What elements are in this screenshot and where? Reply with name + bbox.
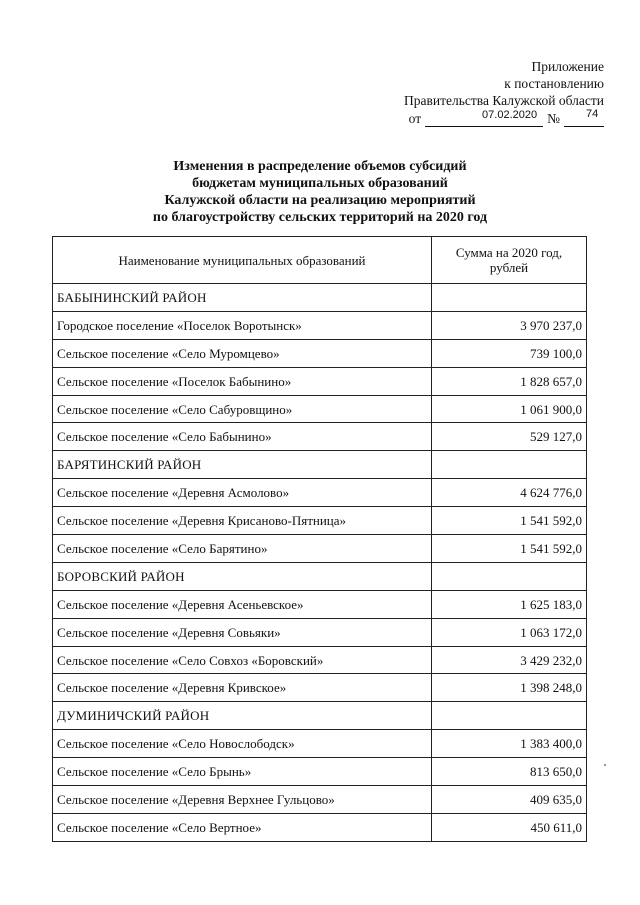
settlement-name: Сельское поселение «Село Совхоз «Боровский» <box>53 646 432 674</box>
column-header-sum-line2: рублей <box>489 260 529 275</box>
header-resolution: к постановлению <box>504 76 604 91</box>
subsidy-amount: 409 635,0 <box>432 786 587 814</box>
subsidy-amount: 1 541 592,0 <box>432 507 587 535</box>
settlement-name: Сельское поселение «Деревня Асеньевское» <box>53 590 432 618</box>
table-row <box>53 590 587 618</box>
table-row <box>53 535 587 563</box>
district-name: ДУМИНИЧСКИЙ РАЙОН <box>53 702 432 730</box>
settlement-name: Сельское поселение «Село Бабынино» <box>53 423 432 451</box>
subsidy-amount: 4 624 776,0 <box>432 479 587 507</box>
table-row <box>53 730 587 758</box>
settlement-name: Сельское поселение «Село Барятино» <box>53 535 432 563</box>
number-value: 74 <box>586 108 599 120</box>
table-row <box>53 618 587 646</box>
subsidy-amount: 3 970 237,0 <box>432 311 587 339</box>
table-row <box>53 395 587 423</box>
header-appendix: Приложение <box>531 59 604 74</box>
table-row <box>53 562 587 590</box>
table-row <box>53 367 587 395</box>
table-row <box>53 507 587 535</box>
subsidy-amount: 1 398 248,0 <box>432 674 587 702</box>
table-row <box>53 758 587 786</box>
date-field <box>425 111 543 127</box>
header-government: Правительства Калужской области <box>403 93 604 108</box>
settlement-name: Сельское поселение «Деревня Совьяки» <box>53 618 432 646</box>
subsidy-amount: 1 625 183,0 <box>432 590 587 618</box>
subsidy-amount: 1 063 172,0 <box>432 618 587 646</box>
column-header-sum <box>432 237 587 284</box>
district-name: БАРЯТИНСКИЙ РАЙОН <box>53 451 432 479</box>
column-header-sum-line1: Сумма на 2020 год, <box>455 245 563 260</box>
settlement-name: Сельское поселение «Село Новослободск» <box>53 730 432 758</box>
settlement-name: Сельское поселение «Село Брынь» <box>53 758 432 786</box>
document-header <box>404 58 604 127</box>
number-label: № <box>547 111 560 126</box>
settlement-name: Сельское поселение «Деревня Кривское» <box>53 674 432 702</box>
settlement-name: Сельское поселение «Деревня Верхнее Гульцово» <box>53 786 432 814</box>
number-field <box>564 108 604 127</box>
subsidy-amount <box>432 562 587 590</box>
date-value: 07.02.2020 <box>482 109 538 121</box>
subsidy-amount <box>432 284 587 312</box>
table-row <box>53 786 587 814</box>
table-row <box>53 451 587 479</box>
subsidy-table <box>52 236 587 842</box>
subsidy-amount: 739 100,0 <box>432 339 587 367</box>
table-row <box>53 479 587 507</box>
table-row <box>53 311 587 339</box>
table-row <box>53 813 587 841</box>
scan-speck <box>604 764 606 766</box>
subsidy-amount: 1 828 657,0 <box>432 367 587 395</box>
from-label: от <box>408 111 422 126</box>
settlement-name: Сельское поселение «Деревня Асмолово» <box>53 479 432 507</box>
table-row <box>53 284 587 312</box>
settlement-name: Сельское поселение «Село Сабуровщино» <box>53 395 432 423</box>
subsidy-amount: 1 541 592,0 <box>432 535 587 563</box>
subsidy-amount <box>432 451 587 479</box>
table-header-row <box>53 237 587 284</box>
table-row <box>53 702 587 730</box>
district-name: БОРОВСКИЙ РАЙОН <box>53 562 432 590</box>
subsidy-amount <box>432 702 587 730</box>
title-line-3: Калужской области на реализацию мероприятий <box>164 193 476 208</box>
subsidy-amount: 1 061 900,0 <box>432 395 587 423</box>
subsidy-amount: 813 650,0 <box>432 758 587 786</box>
header-date-line <box>404 110 604 127</box>
district-name: БАБЫНИНСКИЙ РАЙОН <box>53 284 432 312</box>
table-row <box>53 674 587 702</box>
settlement-name: Сельское поселение «Село Вертное» <box>53 813 432 841</box>
subsidy-amount: 1 383 400,0 <box>432 730 587 758</box>
table-row <box>53 339 587 367</box>
title-line-1: Изменения в распределение объемов субсидий <box>173 159 467 174</box>
table-row <box>53 646 587 674</box>
settlement-name: Городское поселение «Поселок Воротынск» <box>53 311 432 339</box>
table-body <box>53 284 587 842</box>
settlement-name: Сельское поселение «Деревня Крисаново-Пятница» <box>53 507 432 535</box>
title-line-4: по благоустройству сельских территорий на 2020 год <box>152 210 488 225</box>
subsidy-amount: 450 611,0 <box>432 813 587 841</box>
document-title <box>0 158 640 226</box>
column-header-name: Наименование муниципальных образований <box>53 237 432 284</box>
title-line-2: бюджетам муниципальных образований <box>192 176 448 191</box>
subsidy-amount: 529 127,0 <box>432 423 587 451</box>
settlement-name: Сельское поселение «Село Муромцево» <box>53 339 432 367</box>
subsidy-amount: 3 429 232,0 <box>432 646 587 674</box>
settlement-name: Сельское поселение «Поселок Бабынино» <box>53 367 432 395</box>
table-row <box>53 423 587 451</box>
